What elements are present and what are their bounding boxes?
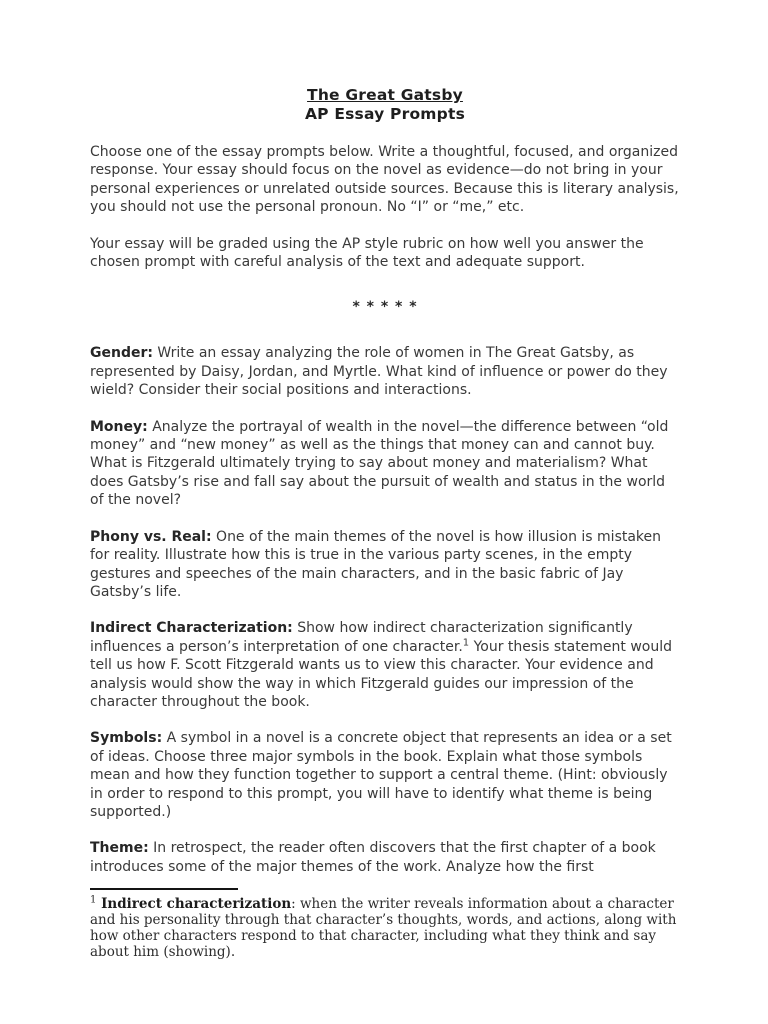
prompt-symbols-text: A symbol in a novel is a concrete object that represents an idea or a set of ideas. Choose three major symbols in the book. Explain what those symbols mean and how they function together to support a central theme. (Hint: obviously in order to respond to this prompt, you will have to identify what theme is being supported.) <box>90 730 672 820</box>
prompt-phony-vs-real <box>90 528 680 602</box>
prompt-theme-label: Theme: <box>90 840 149 857</box>
prompt-theme-text: In retrospect, the reader often discovers that the first chapter of a book introduces some of the major themes of the work. Analyze how the first <box>90 840 656 875</box>
section-divider-stars: * * * * * <box>352 299 418 316</box>
footnote-separator-rule <box>90 888 238 890</box>
prompt-indirect-characterization-label: Indirect Characterization: <box>90 620 293 637</box>
title-subtitle: AP Essay Prompts <box>304 104 465 123</box>
prompt-gender-text: Write an essay analyzing the role of women in The Great Gatsby, as represented by Daisy, Jordan, and Myrtle. What kind of influence or power do they wield? Consider their social positions and interactions. <box>90 345 668 399</box>
prompt-indirect-characterization-text-after-footnote: Your thesis statement would tell us how F. Scott Fitzgerald wants us to view this character. Your evidence and analysis would show the way in which Fitzgerald guides our impression of the character throughout the book. <box>90 638 673 710</box>
title-book-name-text: The Great Gatsby <box>307 86 463 104</box>
footnote <box>90 894 680 960</box>
prompt-phony-vs-real-text: One of the main themes of the novel is how illusion is mistaken for reality. Illustrate how this is true in the various party scenes, in the empty gestures and speeches of the main characters, and in the basic fabric of Jay Gatsby’s life. <box>90 528 662 600</box>
prompt-phony-vs-real-label: Phony vs. Real: <box>90 528 212 545</box>
prompt-money <box>90 418 680 510</box>
intro-paragraph-1: Choose one of the essay prompts below. Write a thoughtful, focused, and organized response. Your essay should focus on the novel as evidence—do not bring in your personal experiences or unrelated outside sources. Because this is literary analysis, you should not use the personal pronoun. No “I” or “me,” etc. <box>90 144 679 216</box>
prompt-gender <box>90 344 680 399</box>
prompt-symbols <box>90 729 680 821</box>
prompt-money-text: Analyze the portrayal of wealth in the novel—the difference between “old money” and “new money” as well as the things that money can and cannot buy. What is Fitzgerald ultimately trying to say about money and materialism? What does Gatsby’s rise and fall say about the pursuit of wealth and status in the world of the novel? <box>90 418 669 509</box>
prompt-symbols-label: Symbols: <box>90 730 163 747</box>
prompt-indirect-characterization <box>90 619 680 711</box>
footnote-term: Indirect characterization <box>96 896 292 913</box>
footnote-number: 1 <box>90 894 97 906</box>
intro-paragraph-2: Your essay will be graded using the AP style rubric on how well you answer the chosen prompt with careful analysis of the text and adequate support. <box>90 235 644 271</box>
prompt-indirect-characterization-text-before-footnote: Show how indirect characterization significantly influences a person’s interpretation of one character. <box>90 620 633 655</box>
title-book-name <box>90 86 680 105</box>
footnote-text: : when the writer reveals information about a character and his personality through that character’s thoughts, words, and actions, along with how other characters respond to that character, including what they think and say about him (showing). <box>90 896 677 960</box>
prompt-theme <box>90 839 680 876</box>
prompt-gender-label: Gender: <box>90 345 153 362</box>
prompt-money-label: Money: <box>90 418 148 435</box>
document-title <box>90 86 680 123</box>
footnote-reference-mark: 1 <box>462 637 470 649</box>
